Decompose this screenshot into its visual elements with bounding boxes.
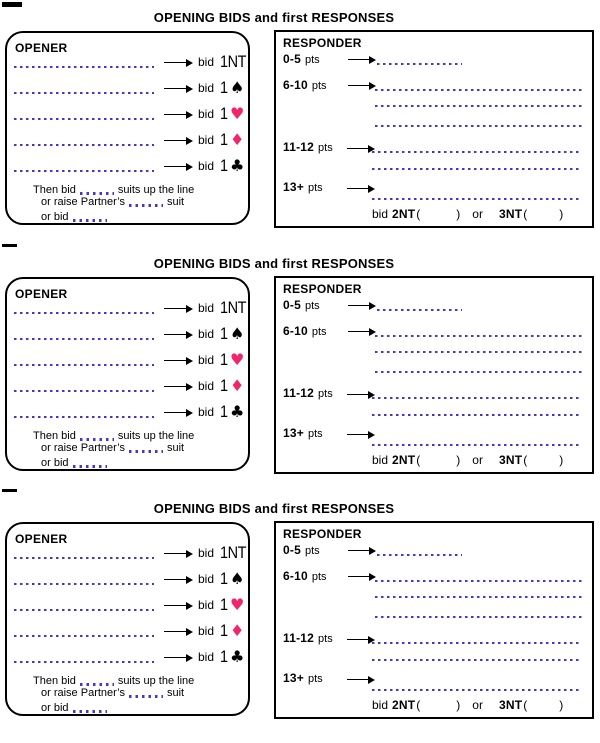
arrow-right-icon — [348, 327, 376, 336]
paren-close: ) — [559, 207, 564, 221]
responder-blank-line — [375, 105, 584, 107]
spade-suit-icon: ♠ — [229, 569, 245, 588]
club-suit-icon: ♣ — [229, 156, 245, 175]
note-text-pre: or bid — [41, 457, 69, 469]
answer-blank-line — [14, 312, 154, 314]
responder-footer — [372, 699, 563, 712]
bid-label — [198, 297, 252, 319]
opener-panel — [5, 277, 250, 471]
arrow-right-icon — [164, 408, 193, 417]
note-text-post: suit — [166, 196, 185, 208]
responder-blank-line — [372, 414, 582, 416]
responder-blank-line — [375, 580, 584, 582]
responder-blank-line — [377, 554, 462, 556]
points-range-value: 11-12 — [283, 631, 315, 645]
bid-value: 1 — [220, 376, 228, 395]
arrow-right-icon — [348, 572, 376, 581]
points-range-label — [283, 325, 327, 339]
arrow-right-icon — [164, 304, 193, 313]
note-text-pre: or bid — [41, 702, 69, 714]
arrow-right-icon — [348, 546, 376, 555]
opener-bid-row — [7, 568, 248, 590]
note-text-post: suit — [166, 442, 185, 454]
responder-blank-line — [375, 616, 584, 618]
arrow-right-icon — [347, 635, 375, 644]
opener-note-line-2 — [41, 442, 184, 454]
footer-3nt: 3NT — [498, 698, 523, 712]
diamond-suit-icon: ♦ — [229, 130, 245, 149]
points-range-value: 0-5 — [283, 298, 301, 312]
points-range-label — [283, 570, 327, 584]
club-suit-icon: ♣ — [229, 647, 245, 666]
bid-label — [198, 542, 252, 564]
arrow-right-icon — [164, 382, 193, 391]
opener-note-line-2 — [41, 687, 184, 699]
points-range-value: 6-10 — [283, 78, 308, 92]
heart-suit-icon: ♥ — [229, 595, 245, 614]
note-text-pre: or raise Partner’s — [41, 442, 125, 454]
note-text-pre: Then bid — [33, 184, 76, 196]
points-range-value: 0-5 — [283, 543, 301, 557]
note-text-post: suits up the line — [117, 184, 195, 196]
worksheet-section — [0, 491, 600, 737]
opener-bid-row — [7, 103, 248, 125]
bid-word: bid — [198, 572, 215, 586]
responder-blank-line — [372, 168, 582, 170]
bid-value: 1 — [220, 621, 228, 640]
bid-label — [198, 103, 244, 125]
bid-value: 1 — [220, 78, 228, 97]
opener-bid-row — [7, 620, 248, 642]
opener-bid-row — [7, 542, 248, 564]
bid-label — [198, 594, 244, 616]
opener-bid-row — [7, 401, 248, 423]
paren-open: ( — [416, 453, 421, 467]
section-title: OPENING BIDS and first RESPONSES — [153, 256, 395, 271]
answer-blank-inline — [80, 192, 114, 195]
points-range-value: 11-12 — [283, 386, 315, 400]
answer-blank-line — [14, 661, 154, 663]
paren-open: ( — [523, 207, 528, 221]
paren-open: ( — [416, 207, 421, 221]
points-range-value: 11-12 — [283, 140, 315, 154]
cut-mark — [2, 489, 17, 492]
bid-value: 1 — [220, 156, 228, 175]
bid-label — [198, 620, 244, 642]
bid-label — [198, 323, 244, 345]
arrow-right-icon — [164, 84, 193, 93]
responder-blank-line — [372, 397, 582, 399]
answer-blank-line — [14, 609, 154, 611]
responder-blank-line — [372, 689, 582, 691]
note-text-pre: or raise Partner’s — [41, 196, 125, 208]
arrow-right-icon — [347, 675, 375, 684]
bid-label — [198, 51, 252, 73]
points-unit: pts — [304, 54, 320, 66]
responder-heading: RESPONDER — [283, 36, 362, 50]
footer-2nt: 2NT — [392, 698, 416, 712]
arrow-right-icon — [164, 356, 193, 365]
opener-bid-row — [7, 129, 248, 151]
opener-bid-row — [7, 297, 248, 319]
paren-close: ) — [559, 453, 564, 467]
bid-word: bid — [198, 598, 215, 612]
answer-blank-line — [14, 635, 154, 637]
points-range-label — [283, 544, 320, 558]
opener-heading: OPENER — [15, 41, 68, 55]
arrow-right-icon — [164, 549, 193, 558]
responder-panel — [274, 30, 594, 228]
note-text-pre: Then bid — [33, 430, 76, 442]
footer-or: or — [472, 207, 483, 221]
note-text-post: suits up the line — [117, 675, 195, 687]
points-unit: pts — [304, 300, 320, 312]
bid-label — [198, 401, 244, 423]
opener-note-line-3 — [41, 702, 111, 714]
points-range-label — [283, 181, 323, 195]
arrow-right-icon — [164, 110, 193, 119]
points-range-label — [283, 632, 333, 646]
arrow-right-icon — [348, 81, 376, 90]
opener-bid-row — [7, 349, 248, 371]
bid-word: bid — [198, 81, 215, 95]
opener-note-line-1 — [33, 430, 194, 442]
bid-value: 1 — [220, 350, 228, 369]
footer-bid-word: bid — [372, 207, 389, 221]
answer-blank-inline — [80, 683, 114, 686]
answer-blank-inline — [129, 450, 163, 453]
arrow-right-icon — [164, 162, 193, 171]
bid-label — [198, 375, 244, 397]
arrow-right-icon — [164, 653, 193, 662]
footer-or: or — [472, 453, 483, 467]
worksheet-section — [0, 0, 600, 246]
opener-heading: OPENER — [15, 287, 68, 301]
answer-blank-line — [14, 390, 154, 392]
responder-blank-line — [377, 309, 462, 311]
bid-value: 1 — [220, 130, 228, 149]
opener-bid-row — [7, 594, 248, 616]
arrow-right-icon — [164, 627, 193, 636]
bid-word: bid — [198, 650, 215, 664]
arrow-right-icon — [347, 430, 375, 439]
bid-word: bid — [198, 405, 215, 419]
opener-panel — [5, 31, 250, 225]
points-unit: pts — [307, 673, 323, 685]
opener-note-line-3 — [41, 457, 111, 469]
arrow-right-icon — [164, 136, 193, 145]
bid-word: bid — [198, 624, 215, 638]
footer-3nt: 3NT — [498, 453, 523, 467]
responder-blank-line — [375, 335, 584, 337]
responder-panel — [274, 276, 594, 474]
bid-word: bid — [198, 55, 215, 69]
points-range-value: 6-10 — [283, 324, 308, 338]
answer-blank-line — [14, 92, 154, 94]
spade-suit-icon: ♠ — [229, 324, 245, 343]
bid-label — [198, 646, 244, 668]
worksheet-section — [0, 246, 600, 492]
points-unit: pts — [318, 142, 333, 154]
opener-bid-row — [7, 51, 248, 73]
responder-heading: RESPONDER — [283, 527, 362, 541]
note-text-post: suit — [166, 687, 185, 699]
footer-2nt: 2NT — [392, 207, 416, 221]
arrow-right-icon — [164, 601, 193, 610]
points-range-value: 13+ — [283, 180, 304, 194]
points-range-value: 13+ — [283, 426, 304, 440]
opener-heading: OPENER — [15, 532, 68, 546]
points-range-label — [283, 53, 320, 67]
opener-panel — [5, 522, 250, 716]
paren-close: ) — [456, 207, 461, 221]
bid-value: 1 — [220, 595, 228, 614]
answer-blank-line — [14, 118, 154, 120]
arrow-right-icon — [164, 58, 193, 67]
cut-mark — [2, 2, 22, 7]
answer-blank-line — [14, 338, 154, 340]
answer-blank-line — [14, 66, 154, 68]
points-range-label — [283, 141, 333, 155]
bid-value: 1NT — [220, 543, 247, 562]
responder-heading: RESPONDER — [283, 282, 362, 296]
opener-bid-row — [7, 155, 248, 177]
bid-label — [198, 77, 244, 99]
spade-suit-icon: ♠ — [229, 78, 245, 97]
opener-note-line-1 — [33, 184, 194, 196]
points-range-label — [283, 427, 323, 441]
responder-blank-line — [372, 659, 582, 661]
footer-2nt: 2NT — [392, 453, 416, 467]
section-title: OPENING BIDS and first RESPONSES — [153, 10, 395, 25]
bid-value: 1 — [220, 569, 228, 588]
responder-blank-line — [375, 371, 584, 373]
answer-blank-line — [14, 144, 154, 146]
opener-note-line-3 — [41, 211, 111, 223]
diamond-suit-icon: ♦ — [229, 621, 245, 640]
opener-bid-row — [7, 323, 248, 345]
answer-blank-line — [14, 364, 154, 366]
bid-value: 1 — [220, 324, 228, 343]
answer-blank-inline — [129, 695, 163, 698]
answer-blank-inline — [73, 465, 107, 468]
heart-suit-icon: ♥ — [229, 350, 245, 369]
paren-close: ) — [456, 453, 461, 467]
bid-word: bid — [198, 301, 215, 315]
note-text-pre: or bid — [41, 211, 69, 223]
paren-open: ( — [523, 453, 528, 467]
note-text-pre: or raise Partner’s — [41, 687, 125, 699]
bid-value: 1NT — [220, 298, 247, 317]
answer-blank-line — [14, 170, 154, 172]
opener-bid-row — [7, 77, 248, 99]
footer-3nt: 3NT — [498, 207, 523, 221]
points-unit: pts — [318, 633, 333, 645]
responder-blank-line — [372, 444, 582, 446]
responder-blank-line — [375, 351, 584, 353]
bid-label — [198, 568, 244, 590]
bid-value: 1 — [220, 647, 228, 666]
bid-value: 1 — [220, 104, 228, 123]
points-unit: pts — [311, 80, 327, 92]
responder-blank-line — [372, 642, 582, 644]
responder-footer — [372, 208, 563, 221]
opener-bid-row — [7, 646, 248, 668]
paren-open: ( — [523, 698, 528, 712]
opener-bid-row — [7, 375, 248, 397]
bid-word: bid — [198, 353, 215, 367]
points-range-value: 0-5 — [283, 52, 301, 66]
bid-value: 1 — [220, 402, 228, 421]
arrow-right-icon — [164, 330, 193, 339]
cut-mark — [2, 244, 17, 247]
responder-footer — [372, 454, 563, 467]
points-range-label — [283, 387, 333, 401]
points-range-value: 6-10 — [283, 569, 308, 583]
responder-blank-line — [375, 89, 584, 91]
points-unit: pts — [311, 326, 327, 338]
arrow-right-icon — [348, 55, 376, 64]
bid-word: bid — [198, 107, 215, 121]
arrow-right-icon — [347, 184, 375, 193]
section-title: OPENING BIDS and first RESPONSES — [153, 501, 395, 516]
points-unit: pts — [307, 428, 323, 440]
footer-bid-word: bid — [372, 453, 389, 467]
answer-blank-line — [14, 557, 154, 559]
bid-word: bid — [198, 327, 215, 341]
arrow-right-icon — [347, 390, 375, 399]
note-text-pre: Then bid — [33, 675, 76, 687]
bid-word: bid — [198, 133, 215, 147]
bid-word: bid — [198, 159, 215, 173]
arrow-right-icon — [164, 575, 193, 584]
bid-value: 1NT — [220, 52, 247, 71]
points-unit: pts — [307, 182, 323, 194]
points-unit: pts — [304, 545, 320, 557]
club-suit-icon: ♣ — [229, 402, 245, 421]
answer-blank-line — [14, 583, 154, 585]
heart-suit-icon: ♥ — [229, 104, 245, 123]
arrow-right-icon — [348, 301, 376, 310]
points-unit: pts — [311, 571, 327, 583]
responder-blank-line — [375, 125, 584, 127]
note-text-post: suits up the line — [117, 430, 195, 442]
opener-note-line-2 — [41, 196, 184, 208]
responder-panel — [274, 521, 594, 719]
bid-label — [198, 155, 244, 177]
footer-or: or — [472, 698, 483, 712]
footer-bid-word: bid — [372, 698, 389, 712]
points-range-label — [283, 299, 320, 313]
points-unit: pts — [318, 388, 333, 400]
paren-close: ) — [559, 698, 564, 712]
responder-blank-line — [377, 63, 462, 65]
points-range-value: 13+ — [283, 671, 304, 685]
bid-word: bid — [198, 379, 215, 393]
arrow-right-icon — [347, 144, 375, 153]
paren-open: ( — [416, 698, 421, 712]
responder-blank-line — [375, 596, 584, 598]
answer-blank-inline — [80, 438, 114, 441]
opener-note-line-1 — [33, 675, 194, 687]
points-range-label — [283, 79, 327, 93]
answer-blank-line — [14, 416, 154, 418]
bid-word: bid — [198, 546, 215, 560]
answer-blank-inline — [129, 204, 163, 207]
paren-close: ) — [456, 698, 461, 712]
responder-blank-line — [372, 151, 582, 153]
responder-blank-line — [372, 198, 582, 200]
answer-blank-inline — [73, 219, 107, 222]
points-range-label — [283, 672, 323, 686]
answer-blank-inline — [73, 710, 107, 713]
bid-label — [198, 129, 244, 151]
bid-label — [198, 349, 244, 371]
diamond-suit-icon: ♦ — [229, 376, 245, 395]
